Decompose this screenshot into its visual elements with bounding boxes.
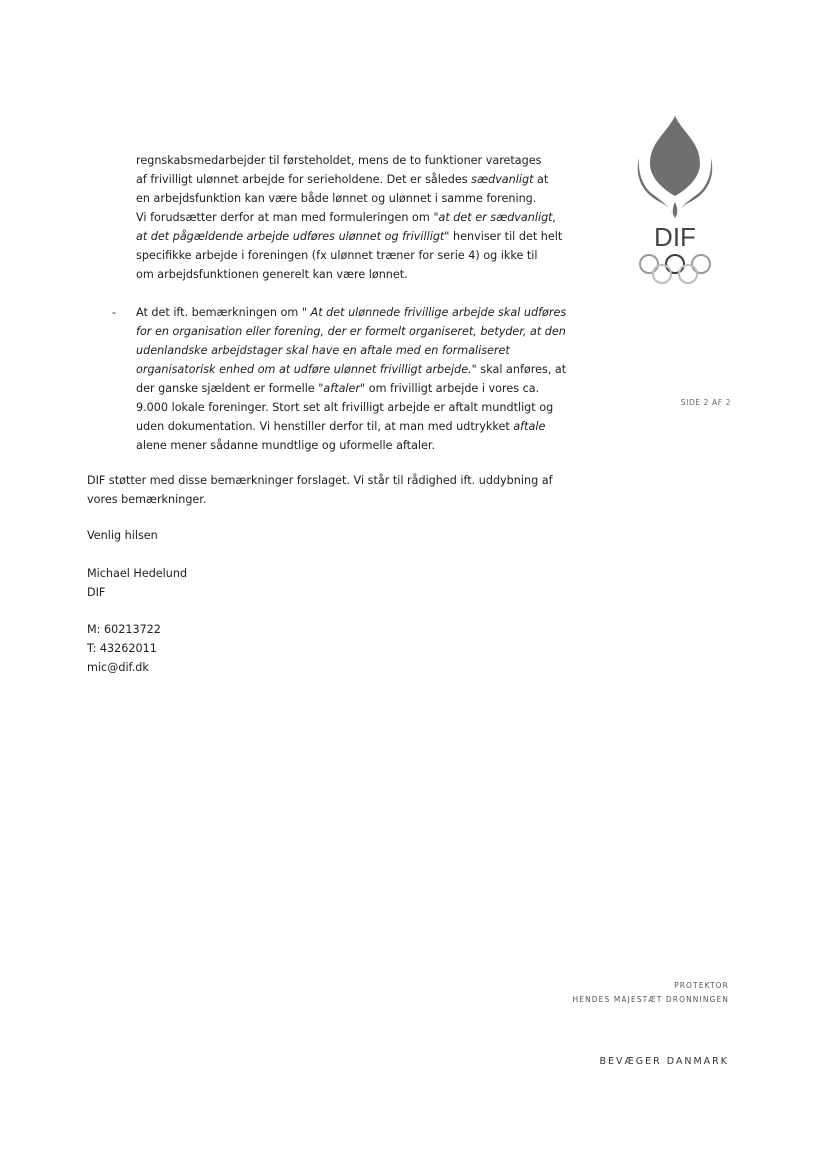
text-run: skal anføres, at	[476, 363, 567, 376]
paragraph-support-statement	[87, 471, 553, 509]
text-run: alene mener sådanne mundtlige og uformelle aftaler.	[136, 439, 436, 452]
text-line	[136, 170, 549, 189]
text-line	[136, 398, 554, 417]
text-line	[136, 360, 567, 379]
text-line	[136, 208, 557, 227]
italic-text-run: aftale	[513, 420, 546, 433]
text-run: specifikke arbejde i foreningen (fx ulønnet træner for serie 4) og ikke til	[136, 249, 538, 262]
italic-text-run: at det pågældende arbejde udføres ulønnet og frivilligt"	[136, 230, 450, 243]
text-line	[136, 341, 542, 360]
italic-text-run: "at det er sædvanligt,	[433, 211, 557, 224]
logo-text: DIF	[654, 222, 696, 252]
italic-text-run: organisatorisk enhed om at udføre ulønnet frivilligt arbejde."	[136, 363, 477, 376]
text-line	[136, 379, 542, 398]
italic-text-run: for en organisation eller forening, der er formelt organiseret, betyder, at den	[136, 325, 566, 338]
text-run: en arbejdsfunktion kan være både lønnet og ulønnet i samme forening.	[136, 192, 537, 205]
slogan: BEVÆGER DANMARK	[599, 1056, 729, 1067]
text-line	[136, 246, 542, 265]
text-run: regnskabsmedarbejder til førsteholdet, mens de to funktioner varetages	[136, 154, 542, 167]
protector-block	[572, 979, 729, 1007]
text-line	[136, 265, 542, 284]
text-line	[87, 490, 547, 509]
italic-text-run: udenlandske arbejdstager skal have en aftale med en formaliseret	[136, 344, 510, 357]
contact-block	[87, 620, 161, 677]
text-run: henviser til det helt	[449, 230, 563, 243]
text-line	[136, 417, 546, 436]
text-line	[136, 322, 566, 341]
text-line	[136, 303, 567, 322]
text-run: at	[533, 173, 549, 186]
bullet-marker: -	[112, 306, 117, 319]
text-run: om arbejdsfunktionen generelt kan være lønnet.	[136, 268, 408, 281]
text-run: vores bemærkninger.	[87, 493, 207, 506]
olympic-rings-icon	[640, 255, 710, 283]
text-line	[87, 471, 553, 490]
page-number: SIDE 2 AF 2	[680, 398, 731, 407]
protector-name: HENDES MAJESTÆT DRONNINGEN	[572, 995, 729, 1004]
signature-block	[87, 564, 187, 602]
contact-email: mic@dif.dk	[87, 661, 149, 674]
signature-org: DIF	[87, 586, 106, 599]
italic-text-run: At det ulønnede frivillige arbejde skal udføres	[310, 306, 567, 319]
contact-mobile: M: 60213722	[87, 623, 161, 636]
text-run: At det ift. bemærkningen om "	[136, 306, 311, 319]
contact-phone: T: 43262011	[87, 642, 157, 655]
paragraph-employment-functions	[136, 151, 563, 284]
text-line	[136, 436, 542, 455]
text-run: om frivilligt arbejde i vores ca.	[365, 382, 540, 395]
text-run: 9.000 lokale foreninger. Stort set alt frivilligt arbejde er aftalt mundtligt og	[136, 401, 554, 414]
protector-title: PROTEKTOR	[674, 981, 729, 990]
text-run: af frivilligt ulønnet arbejde for serieholdene. Det er således	[136, 173, 472, 186]
paragraph-agreement-remark	[136, 303, 567, 455]
italic-text-run: "aftaler"	[318, 382, 366, 395]
text-run: DIF støtter med disse bemærkninger forslaget. Vi står til rådighed ift. uddybning af	[87, 474, 553, 487]
text-line	[136, 227, 563, 246]
text-run: uden dokumentation. Vi henstiller derfor til, at man med udtrykket	[136, 420, 514, 433]
closing-greeting: Venlig hilsen	[87, 529, 158, 542]
text-run: der ganske sjældent er formelle	[136, 382, 319, 395]
text-run: Vi forudsætter derfor at man med formuleringen om	[136, 211, 434, 224]
text-line	[136, 151, 542, 170]
italic-text-run: sædvanligt	[471, 173, 534, 186]
text-line	[136, 189, 542, 208]
signature-name: Michael Hedelund	[87, 567, 188, 580]
dif-logo	[630, 112, 720, 292]
flame-icon	[638, 116, 713, 218]
